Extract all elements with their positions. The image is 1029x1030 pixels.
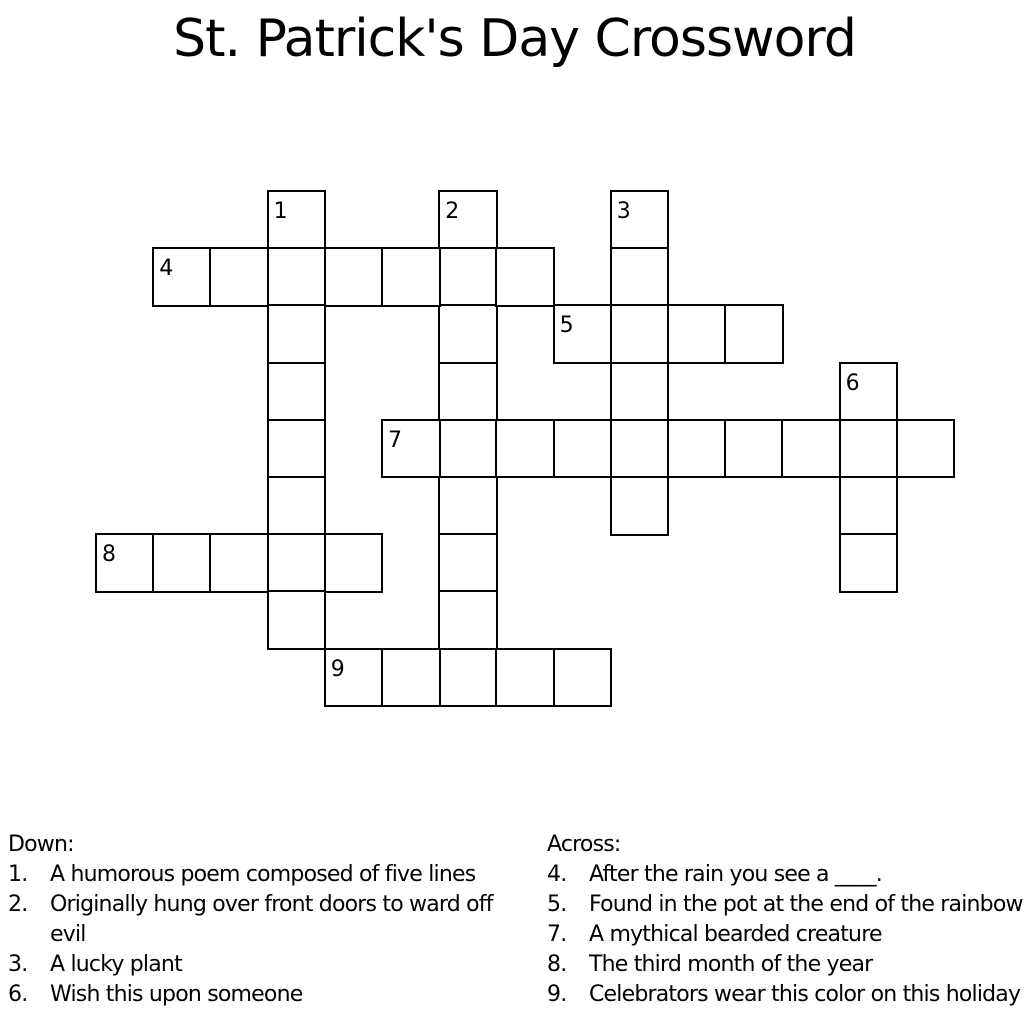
grid-cell[interactable] <box>324 533 384 593</box>
grid-cell[interactable] <box>438 419 498 479</box>
clue-text: The third month of the year <box>589 952 873 977</box>
grid-cell[interactable] <box>610 190 670 250</box>
down-clues-section <box>8 830 523 1010</box>
grid-cell[interactable] <box>438 590 498 650</box>
cell-number: 5 <box>559 313 574 339</box>
page-title: St. Patrick's Day Crossword <box>173 9 856 69</box>
grid-cell[interactable] <box>381 419 441 479</box>
grid-cell[interactable] <box>839 476 899 536</box>
grid-cell[interactable] <box>381 648 441 708</box>
clue-number: 4. <box>547 862 567 887</box>
cell-number: 3 <box>616 199 631 224</box>
clue-number: 8. <box>547 952 567 977</box>
clue-number: 6. <box>8 982 28 1007</box>
clue-down-1 <box>8 860 523 890</box>
cell-number: 1 <box>273 199 288 224</box>
clue-number: 2. <box>8 892 28 917</box>
grid-cell[interactable] <box>152 247 212 307</box>
grid-cell[interactable] <box>495 247 555 307</box>
clue-text: Celebrators wear this color on this holiday <box>589 982 1021 1007</box>
clue-across-8 <box>547 950 1029 980</box>
grid-cell[interactable] <box>839 419 899 479</box>
grid-cell[interactable] <box>95 533 155 593</box>
clue-down-2 <box>8 890 523 950</box>
cell-number: 8 <box>102 542 116 568</box>
grid-cell[interactable] <box>724 419 784 479</box>
grid-cell[interactable] <box>438 533 498 593</box>
grid-cell[interactable] <box>267 362 327 422</box>
clue-text: A mythical bearded creature <box>589 922 882 947</box>
clue-number: 5. <box>547 892 567 917</box>
grid-cell[interactable] <box>667 304 727 364</box>
clue-across-7 <box>547 920 1029 950</box>
grid-cell[interactable] <box>381 247 441 307</box>
grid-cell[interactable] <box>553 648 613 708</box>
grid-cell[interactable] <box>267 247 327 307</box>
grid-cell[interactable] <box>667 419 727 479</box>
cell-number: 7 <box>388 427 402 453</box>
grid-cell[interactable] <box>267 590 327 650</box>
grid-cell[interactable] <box>724 304 784 364</box>
grid-cell[interactable] <box>781 419 841 479</box>
cell-number: 6 <box>845 370 860 396</box>
clue-text: A lucky plant <box>50 952 182 977</box>
clue-across-4 <box>547 860 1029 890</box>
clue-number: 7. <box>547 922 567 947</box>
cell-number: 4 <box>159 256 174 282</box>
clue-number: 1. <box>8 862 28 887</box>
across-clues-section <box>547 830 1029 1010</box>
grid-cell[interactable] <box>438 476 498 536</box>
grid-cell[interactable] <box>267 304 327 364</box>
clue-number: 3. <box>8 952 28 977</box>
grid-cell[interactable] <box>152 533 212 593</box>
clue-down-6 <box>8 980 523 1010</box>
grid-cell[interactable] <box>839 362 899 422</box>
grid-cell[interactable] <box>438 190 498 250</box>
grid-cell[interactable] <box>438 304 498 364</box>
grid-cell[interactable] <box>438 247 498 307</box>
clue-down-3 <box>8 950 523 980</box>
grid-cell[interactable] <box>209 247 269 307</box>
clue-across-5 <box>547 890 1029 920</box>
clue-text: After the rain you see a ____. <box>589 862 882 887</box>
cell-number: 2 <box>445 199 460 224</box>
grid-cell[interactable] <box>267 476 327 536</box>
grid-cell[interactable] <box>839 533 899 593</box>
clue-text: Wish this upon someone <box>50 982 303 1007</box>
grid-cell[interactable] <box>896 419 956 479</box>
clue-text: A humorous poem composed of five lines <box>50 862 476 887</box>
grid-cell[interactable] <box>267 533 327 593</box>
grid-cell[interactable] <box>553 304 613 364</box>
grid-cell[interactable] <box>438 362 498 422</box>
grid-cell[interactable] <box>438 648 498 708</box>
grid-cell[interactable] <box>610 476 670 536</box>
grid-cell[interactable] <box>209 533 269 593</box>
grid-cell[interactable] <box>495 648 555 708</box>
clue-number: 9. <box>547 982 567 1007</box>
clue-across-9 <box>547 980 1029 1010</box>
grid-cell[interactable] <box>610 304 670 364</box>
grid-cell[interactable] <box>610 362 670 422</box>
down-clues-heading: Down: <box>8 832 74 857</box>
grid-cell[interactable] <box>324 648 384 708</box>
grid-cell[interactable] <box>495 419 555 479</box>
grid-cell[interactable] <box>267 419 327 479</box>
cell-number: 9 <box>330 656 345 682</box>
clue-text: Originally hung over front doors to ward off evil <box>50 892 493 947</box>
grid-cell[interactable] <box>553 419 613 479</box>
clue-text: Found in the pot at the end of the rainbow <box>589 892 1023 917</box>
grid-cell[interactable] <box>267 190 327 250</box>
across-clues-heading: Across: <box>547 832 621 857</box>
grid-cell[interactable] <box>324 247 384 307</box>
grid-cell[interactable] <box>610 247 670 307</box>
grid-cell[interactable] <box>610 419 670 479</box>
